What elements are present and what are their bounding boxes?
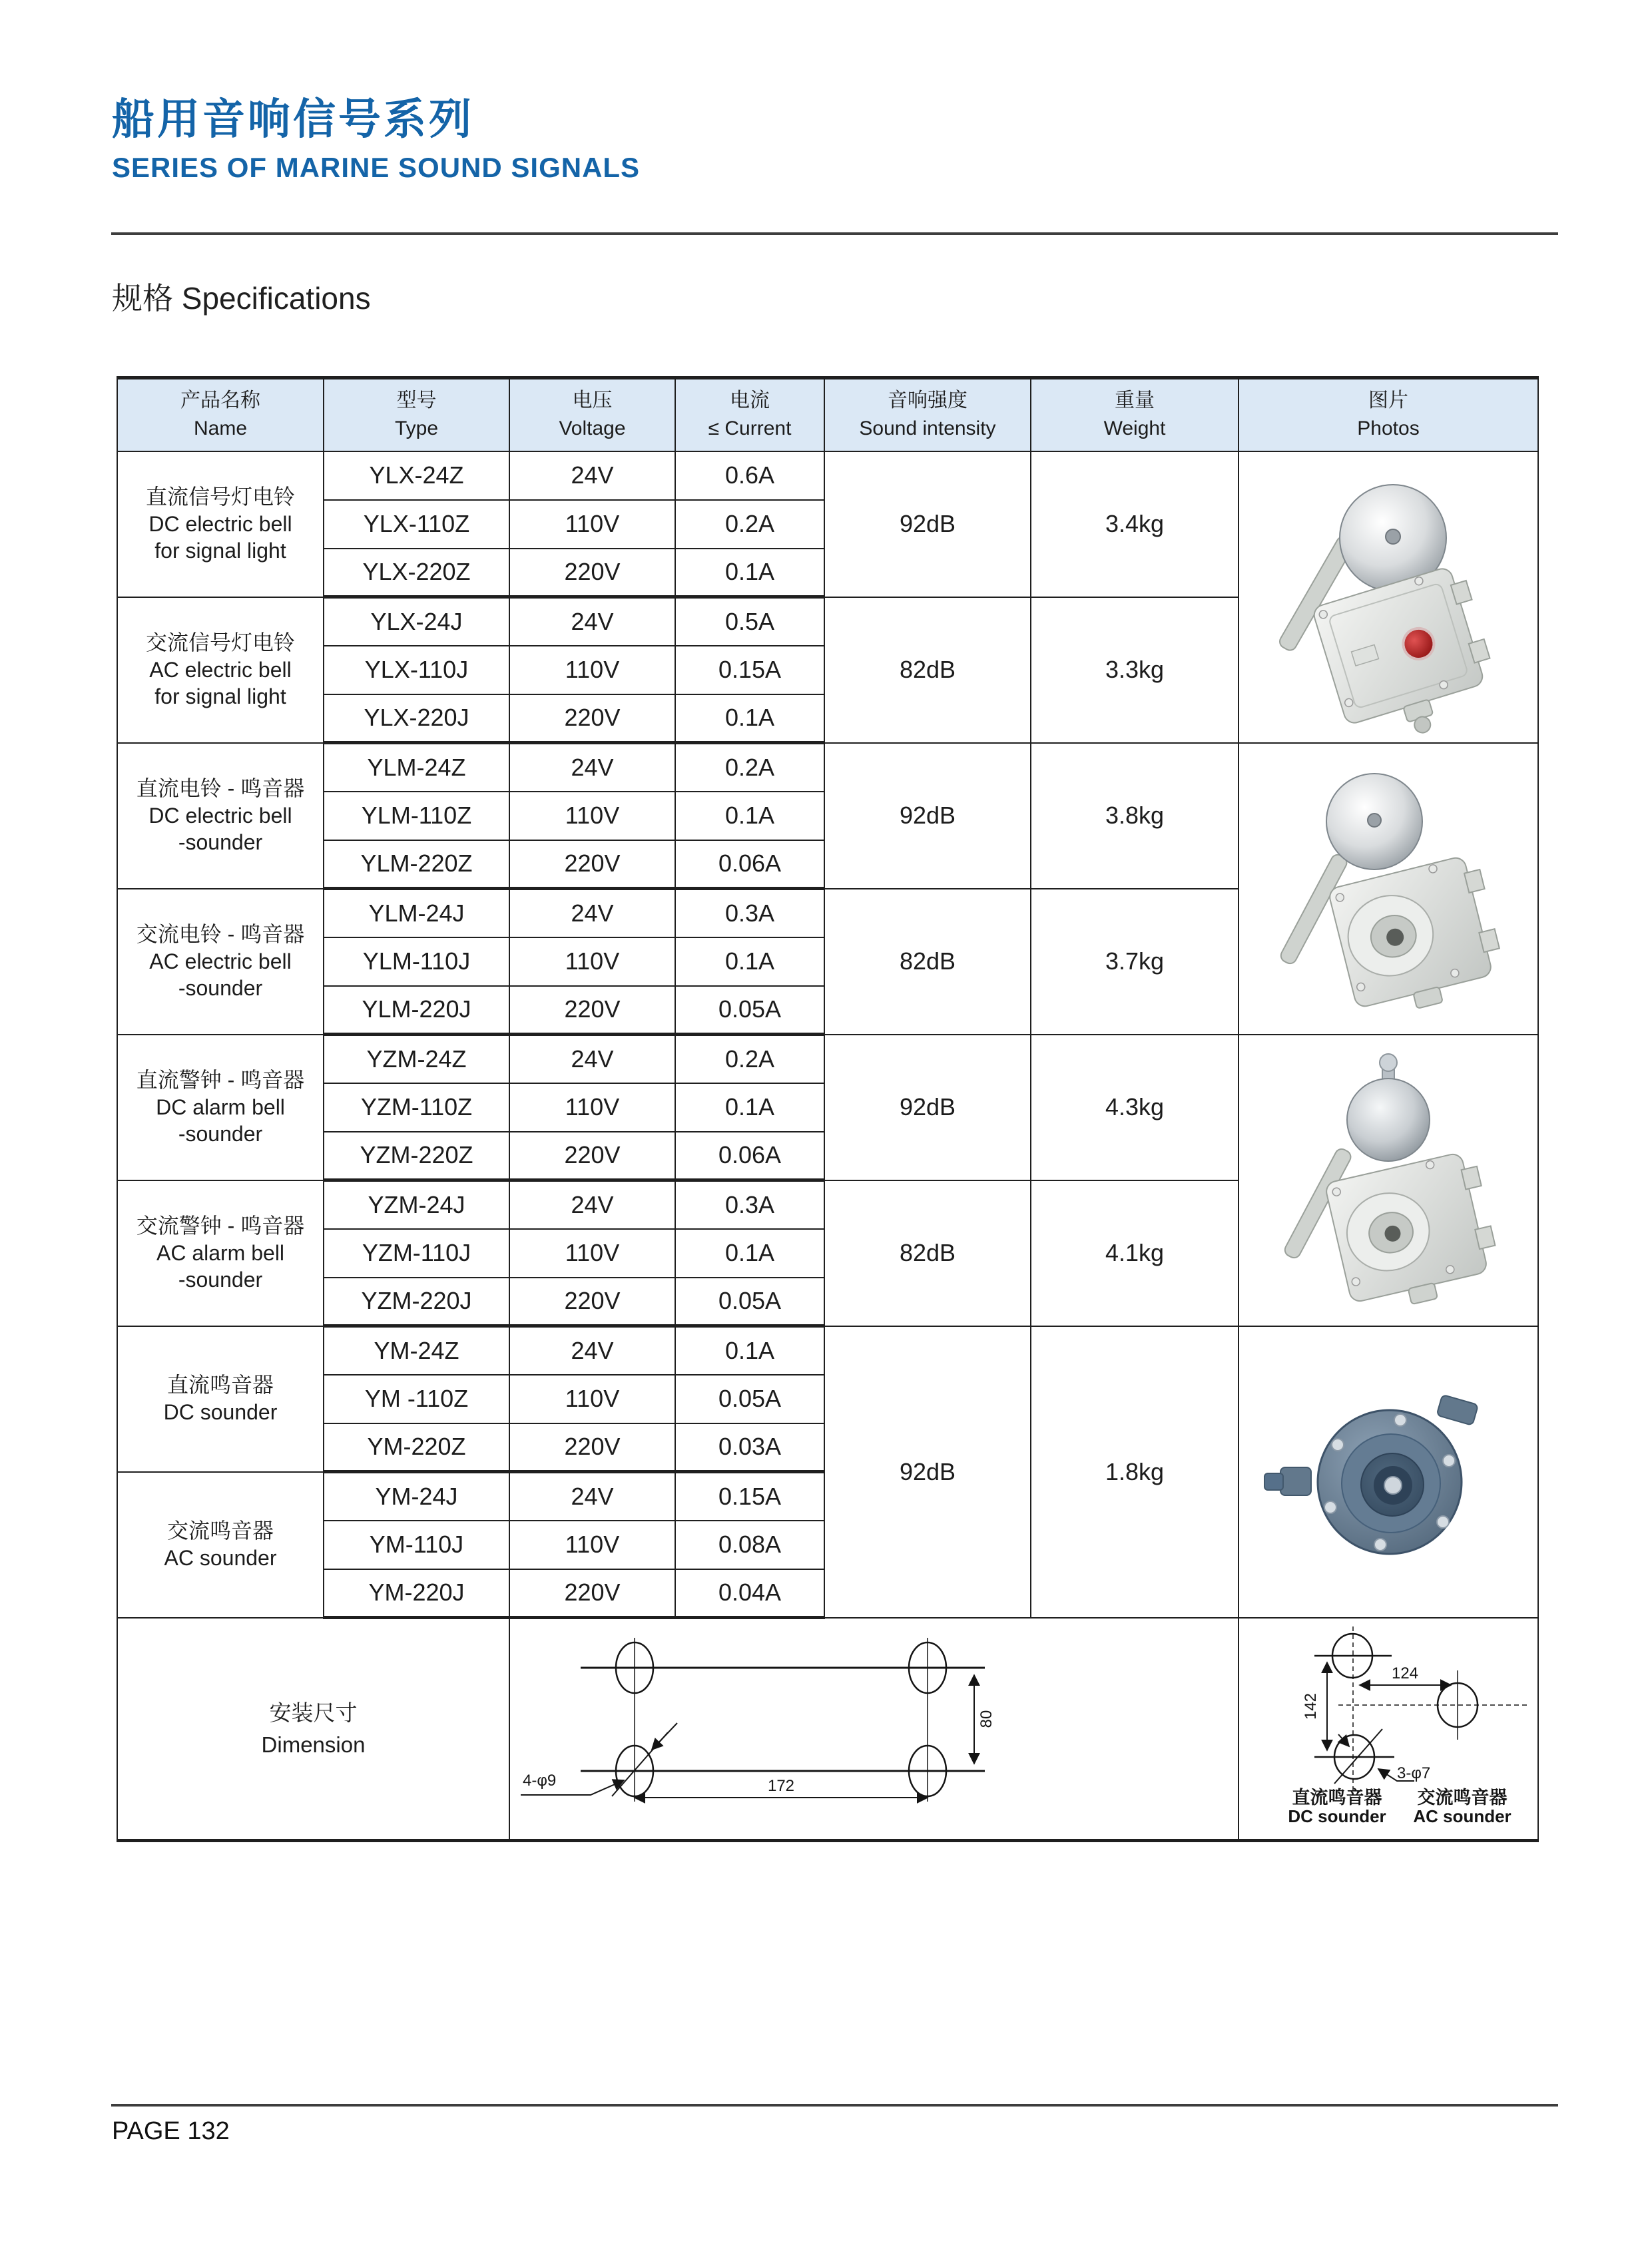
cell-current: 0.5A bbox=[675, 597, 824, 646]
cell-type: YZM-220J bbox=[324, 1278, 509, 1326]
page-title-en: SERIES OF MARINE SOUND SIGNALS bbox=[112, 152, 641, 183]
cell-weight: 3.8kg bbox=[1031, 743, 1239, 889]
cell-current: 0.06A bbox=[675, 1132, 824, 1180]
product-name-en: DC electric bell bbox=[148, 511, 292, 536]
header-divider bbox=[111, 232, 1558, 235]
cell-current: 0.05A bbox=[675, 1375, 824, 1423]
cell-voltage: 110V bbox=[509, 937, 675, 986]
cell-sound-intensity: 92dB bbox=[824, 1035, 1031, 1180]
col-header-current-en: ≤ Current bbox=[708, 417, 792, 440]
cell-weight: 3.4kg bbox=[1031, 451, 1239, 597]
cell-photo-bell-sounder bbox=[1239, 743, 1538, 1035]
cell-voltage: 220V bbox=[509, 1423, 675, 1472]
cell-current: 0.04A bbox=[675, 1569, 824, 1618]
cell-type: YLM-24Z bbox=[324, 743, 509, 792]
product-name-zh: 直流警钟 - 鸣音器 bbox=[136, 1067, 305, 1092]
col-header-name-zh: 产品名称 bbox=[180, 389, 260, 412]
cell-voltage: 24V bbox=[509, 451, 675, 500]
col-header-current bbox=[675, 378, 824, 451]
col-header-type bbox=[324, 378, 509, 451]
product-name-zh: 交流信号灯电铃 bbox=[145, 630, 295, 654]
cell-type: YM-24Z bbox=[324, 1326, 509, 1375]
cell-current: 0.08A bbox=[675, 1521, 824, 1569]
col-header-current-zh: 电流 bbox=[730, 389, 770, 412]
cell-product-name bbox=[117, 743, 324, 889]
cell-type: YM-220Z bbox=[324, 1423, 509, 1472]
cell-current: 0.1A bbox=[675, 1326, 824, 1375]
product-name-en2: -sounder bbox=[178, 1122, 263, 1146]
cell-product-name bbox=[117, 1472, 324, 1618]
dim-holes-label: 4-φ9 bbox=[523, 1772, 557, 1790]
product-name-zh: 直流鸣音器 bbox=[166, 1373, 274, 1397]
product-name-zh: 交流鸣音器 bbox=[166, 1519, 274, 1543]
product-name-en: DC electric bell bbox=[148, 803, 292, 828]
cell-sound-intensity: 92dB bbox=[824, 451, 1031, 597]
cell-current: 0.2A bbox=[675, 500, 824, 549]
cell-weight: 4.1kg bbox=[1031, 1180, 1239, 1326]
cell-voltage: 24V bbox=[509, 889, 675, 937]
mounting-dimension-drawing-sounders bbox=[1240, 1618, 1537, 1838]
col-header-type-zh: 型号 bbox=[396, 389, 437, 412]
cell-current: 0.05A bbox=[675, 986, 824, 1035]
cell-type: YLX-110Z bbox=[324, 500, 509, 549]
cell-current: 0.06A bbox=[675, 840, 824, 889]
product-name-en2: for signal light bbox=[154, 684, 286, 709]
col-header-type-en: Type bbox=[394, 417, 439, 440]
product-name-zh: 交流警钟 - 鸣音器 bbox=[136, 1213, 305, 1238]
cell-dimension-label bbox=[117, 1618, 509, 1841]
cell-current: 0.6A bbox=[675, 451, 824, 500]
photo-bell-sounder bbox=[1240, 744, 1537, 1033]
photo-round-sounder bbox=[1240, 1328, 1537, 1617]
col-header-sound-en: Sound intensity bbox=[859, 417, 996, 440]
cell-current: 0.1A bbox=[675, 937, 824, 986]
dim-value-80: 80 bbox=[977, 1710, 995, 1728]
cell-voltage: 110V bbox=[509, 792, 675, 840]
product-name-en2: for signal light bbox=[154, 539, 286, 563]
cell-type: YLM-110J bbox=[324, 937, 509, 986]
product-name-zh: 直流电铃 - 鸣音器 bbox=[136, 776, 305, 800]
product-name-en2: -sounder bbox=[178, 1268, 263, 1292]
dim-value-172: 172 bbox=[767, 1777, 795, 1795]
product-name-en: AC sounder bbox=[164, 1546, 277, 1570]
cell-current: 0.1A bbox=[675, 792, 824, 840]
cell-type: YZM-110J bbox=[324, 1229, 509, 1278]
cell-current: 0.15A bbox=[675, 646, 824, 694]
cell-type: YLX-24J bbox=[324, 597, 509, 646]
cell-weight: 1.8kg bbox=[1031, 1326, 1239, 1618]
cell-type: YZM-110Z bbox=[324, 1083, 509, 1132]
cell-sound-intensity: 82dB bbox=[824, 889, 1031, 1035]
cell-sound-intensity: 82dB bbox=[824, 1180, 1031, 1326]
cell-type: YM-110J bbox=[324, 1521, 509, 1569]
product-name-en2: -sounder bbox=[178, 830, 263, 855]
cell-current: 0.3A bbox=[675, 1180, 824, 1229]
cell-current: 0.1A bbox=[675, 1229, 824, 1278]
cell-voltage: 220V bbox=[509, 840, 675, 889]
ac-sounder-label-zh: 交流鸣音器 bbox=[1417, 1788, 1508, 1808]
cell-type: YLM-220Z bbox=[324, 840, 509, 889]
cell-type: YZM-24Z bbox=[324, 1035, 509, 1083]
cell-voltage: 24V bbox=[509, 1472, 675, 1521]
col-header-voltage bbox=[509, 378, 675, 451]
col-header-weight bbox=[1031, 378, 1239, 451]
cell-voltage: 24V bbox=[509, 1035, 675, 1083]
cell-dimension-drawing-bells bbox=[509, 1618, 1239, 1841]
cell-voltage: 24V bbox=[509, 1180, 675, 1229]
page-number: PAGE 132 bbox=[112, 2117, 230, 2145]
cell-type: YLX-24Z bbox=[324, 451, 509, 500]
page-title-zh: 船用音响信号系列 bbox=[112, 95, 474, 143]
cell-voltage: 220V bbox=[509, 1278, 675, 1326]
cell-weight: 4.3kg bbox=[1031, 1035, 1239, 1180]
col-header-sound-zh: 音响强度 bbox=[888, 389, 967, 412]
cell-type: YLM-24J bbox=[324, 889, 509, 937]
cell-type: YLX-220Z bbox=[324, 549, 509, 597]
cell-type: YLX-220J bbox=[324, 694, 509, 743]
product-name-en: DC sounder bbox=[163, 1400, 278, 1424]
spec-table bbox=[117, 376, 1539, 1842]
cell-photo-sounder bbox=[1239, 1326, 1538, 1618]
cell-product-name bbox=[117, 597, 324, 743]
product-name-en2: -sounder bbox=[178, 976, 263, 1001]
cell-sound-intensity: 82dB bbox=[824, 597, 1031, 743]
mounting-dimension-drawing-bells bbox=[511, 1619, 1237, 1839]
cell-voltage: 24V bbox=[509, 597, 675, 646]
cell-current: 0.2A bbox=[675, 1035, 824, 1083]
cell-voltage: 220V bbox=[509, 549, 675, 597]
cell-voltage: 110V bbox=[509, 1521, 675, 1569]
table-row bbox=[117, 1326, 1538, 1375]
col-header-name-en: Name bbox=[193, 417, 248, 440]
col-header-photos bbox=[1239, 378, 1538, 451]
cell-sound-intensity: 92dB bbox=[824, 1326, 1031, 1618]
cell-current: 0.05A bbox=[675, 1278, 824, 1326]
dimension-row bbox=[117, 1618, 1538, 1841]
photo-alarm-bell-sounder bbox=[1240, 1036, 1537, 1325]
cell-current: 0.1A bbox=[675, 1083, 824, 1132]
dim-value-124: 124 bbox=[1391, 1664, 1419, 1683]
cell-photo-alarm-bell-sounder bbox=[1239, 1035, 1538, 1326]
photo-signal-light-bell bbox=[1240, 453, 1537, 742]
cell-current: 0.15A bbox=[675, 1472, 824, 1521]
cell-photo-signal-bell bbox=[1239, 451, 1538, 743]
product-name-zh: 直流信号灯电铃 bbox=[145, 484, 295, 509]
cell-product-name bbox=[117, 889, 324, 1035]
cell-product-name bbox=[117, 1035, 324, 1180]
dc-sounder-label-zh: 直流鸣音器 bbox=[1292, 1788, 1382, 1808]
table-row bbox=[117, 1035, 1538, 1083]
cell-weight: 3.3kg bbox=[1031, 597, 1239, 743]
spec-table-header bbox=[117, 378, 1538, 451]
col-header-photos-zh: 图片 bbox=[1368, 389, 1408, 412]
cell-voltage: 220V bbox=[509, 1569, 675, 1618]
cell-product-name bbox=[117, 1326, 324, 1472]
col-header-voltage-zh: 电压 bbox=[572, 389, 613, 412]
cell-voltage: 24V bbox=[509, 743, 675, 792]
table-row bbox=[117, 743, 1538, 792]
cell-type: YLM-220J bbox=[324, 986, 509, 1035]
spec-table-body bbox=[117, 451, 1538, 1841]
product-name-en: DC alarm bell bbox=[156, 1095, 285, 1119]
cell-type: YZM-24J bbox=[324, 1180, 509, 1229]
cell-sound-intensity: 92dB bbox=[824, 743, 1031, 889]
cell-voltage: 110V bbox=[509, 1375, 675, 1423]
col-header-weight-en: Weight bbox=[1103, 417, 1166, 440]
product-name-en: AC electric bell bbox=[149, 949, 292, 973]
cell-voltage: 220V bbox=[509, 1132, 675, 1180]
section-title: 规格 Specifications bbox=[112, 281, 371, 316]
cell-product-name bbox=[117, 1180, 324, 1326]
cell-product-name bbox=[117, 451, 324, 597]
cell-type: YLX-110J bbox=[324, 646, 509, 694]
cell-voltage: 110V bbox=[509, 500, 675, 549]
ac-sounder-label-en: AC sounder bbox=[1413, 1806, 1512, 1827]
cell-type: YM-220J bbox=[324, 1569, 509, 1618]
cell-dimension-drawing-sounders bbox=[1239, 1618, 1538, 1841]
dimension-label-zh: 安装尺寸 bbox=[269, 1700, 358, 1726]
dc-sounder-label-en: DC sounder bbox=[1288, 1806, 1386, 1827]
product-name-en: AC alarm bell bbox=[156, 1240, 285, 1265]
cell-type: YLM-110Z bbox=[324, 792, 509, 840]
cell-voltage: 24V bbox=[509, 1326, 675, 1375]
cell-voltage: 110V bbox=[509, 1229, 675, 1278]
cell-voltage: 220V bbox=[509, 986, 675, 1035]
footer-divider bbox=[111, 2104, 1558, 2107]
cell-voltage: 110V bbox=[509, 1083, 675, 1132]
col-header-weight-zh: 重量 bbox=[1115, 389, 1155, 412]
dim-holes-label: 3-φ7 bbox=[1397, 1764, 1431, 1783]
product-name-en: AC electric bell bbox=[149, 657, 292, 682]
dimension-label-en: Dimension bbox=[261, 1732, 366, 1757]
dim-value-142: 142 bbox=[1302, 1693, 1320, 1720]
cell-current: 0.03A bbox=[675, 1423, 824, 1472]
cell-type: YM-24J bbox=[324, 1472, 509, 1521]
cell-current: 0.2A bbox=[675, 743, 824, 792]
col-header-sound bbox=[824, 378, 1031, 451]
cell-current: 0.1A bbox=[675, 549, 824, 597]
cell-type: YM -110Z bbox=[324, 1375, 509, 1423]
col-header-name bbox=[117, 378, 324, 451]
cell-current: 0.1A bbox=[675, 694, 824, 743]
cell-voltage: 220V bbox=[509, 694, 675, 743]
cell-current: 0.3A bbox=[675, 889, 824, 937]
col-header-voltage-en: Voltage bbox=[559, 417, 626, 440]
header-row bbox=[117, 378, 1538, 451]
product-name-zh: 交流电铃 - 鸣音器 bbox=[136, 921, 305, 946]
table-row bbox=[117, 451, 1538, 500]
cell-type: YZM-220Z bbox=[324, 1132, 509, 1180]
cell-weight: 3.7kg bbox=[1031, 889, 1239, 1035]
cell-voltage: 110V bbox=[509, 646, 675, 694]
col-header-photos-en: Photos bbox=[1357, 417, 1420, 440]
